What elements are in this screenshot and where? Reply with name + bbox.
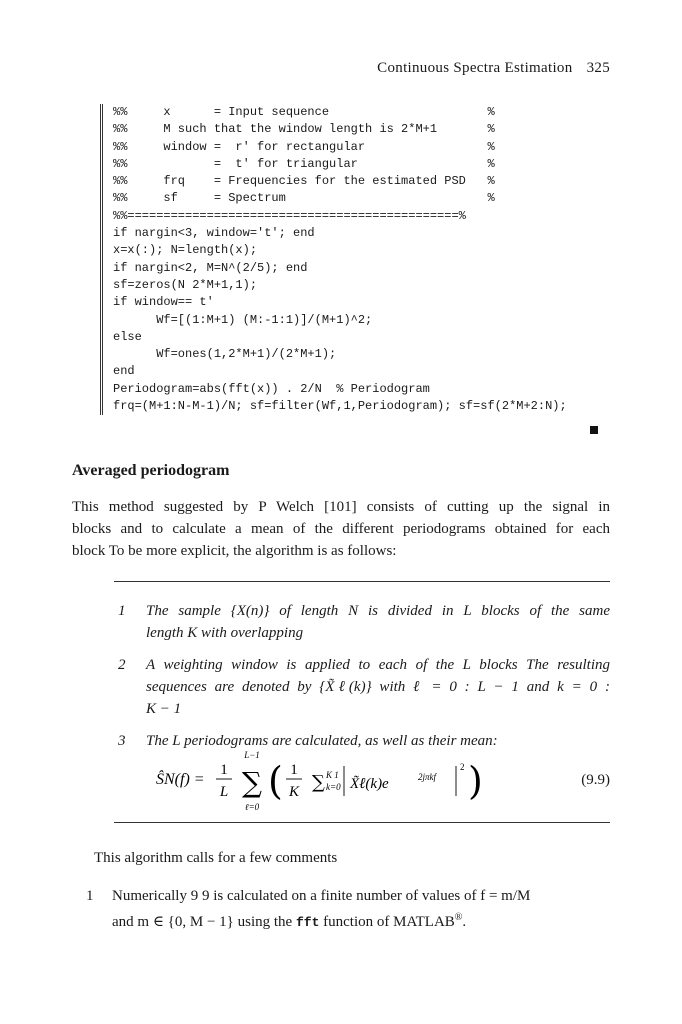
comments-intro: This algorithm calls for a few comments [94,850,338,866]
paragraph-line: block To be more explicit, the algorithm is as follows: [72,543,397,559]
step-line: The sample {X(n)} of length N is divided in L blocks of the same [146,603,610,619]
step-number: 3 [118,733,126,749]
inner-sum-upper: K 1 [326,770,339,780]
step-line: sequences are denoted by {X̃ℓ(k)} with ℓ = 0 : L − 1 and k = 0 : [146,679,610,695]
code-line: %% frq = Frequencies for the estimated PSD % [113,174,495,189]
code-listing [100,104,613,415]
algorithm-bottom-rule [114,822,610,823]
item-text: function of MATLAB [319,914,455,930]
step-line: K − 1 [146,701,182,717]
code-line: else [113,329,142,344]
code-line: %% window = r' for rectangular % [113,139,495,154]
algorithm-step [114,600,610,644]
code-line: x=x(:); N=length(x); [113,243,258,258]
code-line: if nargin<2, M=N^(2/5); end [113,260,308,275]
algorithm-top-rule [114,581,610,582]
code-line: if window== t' [113,295,214,310]
summation-symbol: ∑ [242,766,262,799]
equation-lhs: ŜN(f) = [156,771,205,788]
code-line: end [113,364,135,379]
running-title: Continuous Spectra Estimation [377,60,573,76]
step-line: A weighting window is applied to each of the L blocks The resulting [146,657,610,673]
equation-number: (9.9) [581,772,610,788]
inner-sum-symbol: ∑ [312,772,325,793]
algorithm-step [114,654,610,720]
code-line: Wf=ones(1,2*M+1)/(2*M+1); [113,347,337,362]
code-line: %% x = Input sequence % [113,105,495,119]
code-line: sf=zeros(N 2*M+1,1); [113,277,258,292]
paragraph-line: blocks and to calculate a mean of the different periodograms obtained for each [72,521,610,537]
right-paren: ) [468,759,483,803]
item-line-2 [112,907,610,934]
code-line: %% = t' for triangular % [113,156,495,171]
code-line: if nargin<3, window='t'; end [113,226,315,241]
intro-paragraph [72,496,610,562]
end-of-proof-square [590,426,598,434]
equation-svg [156,752,556,816]
code-line: %% M such that the window length is 2*M+1 % [113,122,495,137]
sum-lower-limit: ℓ=0 [244,802,260,812]
algorithm-step [114,730,610,752]
step-line: The L periodograms are calculated, as well as their mean: [146,733,498,749]
inner-sum-lower: k=0 [326,782,341,792]
paragraph-line: This method suggested by P Welch [101] consists of cutting up the signal in [72,499,610,515]
code-line: %% sf = Spectrum % [113,191,495,206]
inner-fraction-numerator: 1 [290,762,298,778]
comment-item [72,885,610,934]
inline-code: fft [295,915,320,930]
power: 2 [460,762,465,772]
inner-term: X̃ℓ(k)e [350,776,389,792]
item-text: and m ∈ {0, M − 1} using the [112,914,296,930]
registered-mark: ® [454,912,463,923]
step-number: 2 [118,657,126,673]
inner-fraction-denominator: K [288,784,300,800]
algorithm-box [114,600,610,762]
code-line: frq=(M+1:N-M-1)/N; sf=filter(Wf,1,Periodogram); sf=sf(2*M+2:N); [113,399,567,414]
outer-fraction-numerator: 1 [220,762,228,778]
code-line: Wf=[(1:M+1) (M:-1:1)]/(M+1)^2; [113,312,373,327]
item-text: . [462,914,467,930]
running-header [367,60,610,77]
step-line: length K with overlapping [146,625,304,641]
item-number: 1 [86,888,94,904]
left-paren: ( [268,759,283,803]
outer-fraction-denominator: L [219,784,229,800]
sum-upper-limit: L−1 [244,750,260,760]
item-line: Numerically 9 9 is calculated on a finite number of values of f = m/M [112,888,531,904]
section-title: Averaged periodogram [72,462,230,479]
step-number: 1 [118,603,126,619]
code-line: %%==============================================% [113,208,466,223]
equation-9-9 [156,752,610,812]
code-line: Periodogram=abs(fft(x)) . 2/N % Periodogram [113,381,430,396]
page-number: 325 [586,60,610,76]
exponent: 2jπkf [418,772,437,782]
